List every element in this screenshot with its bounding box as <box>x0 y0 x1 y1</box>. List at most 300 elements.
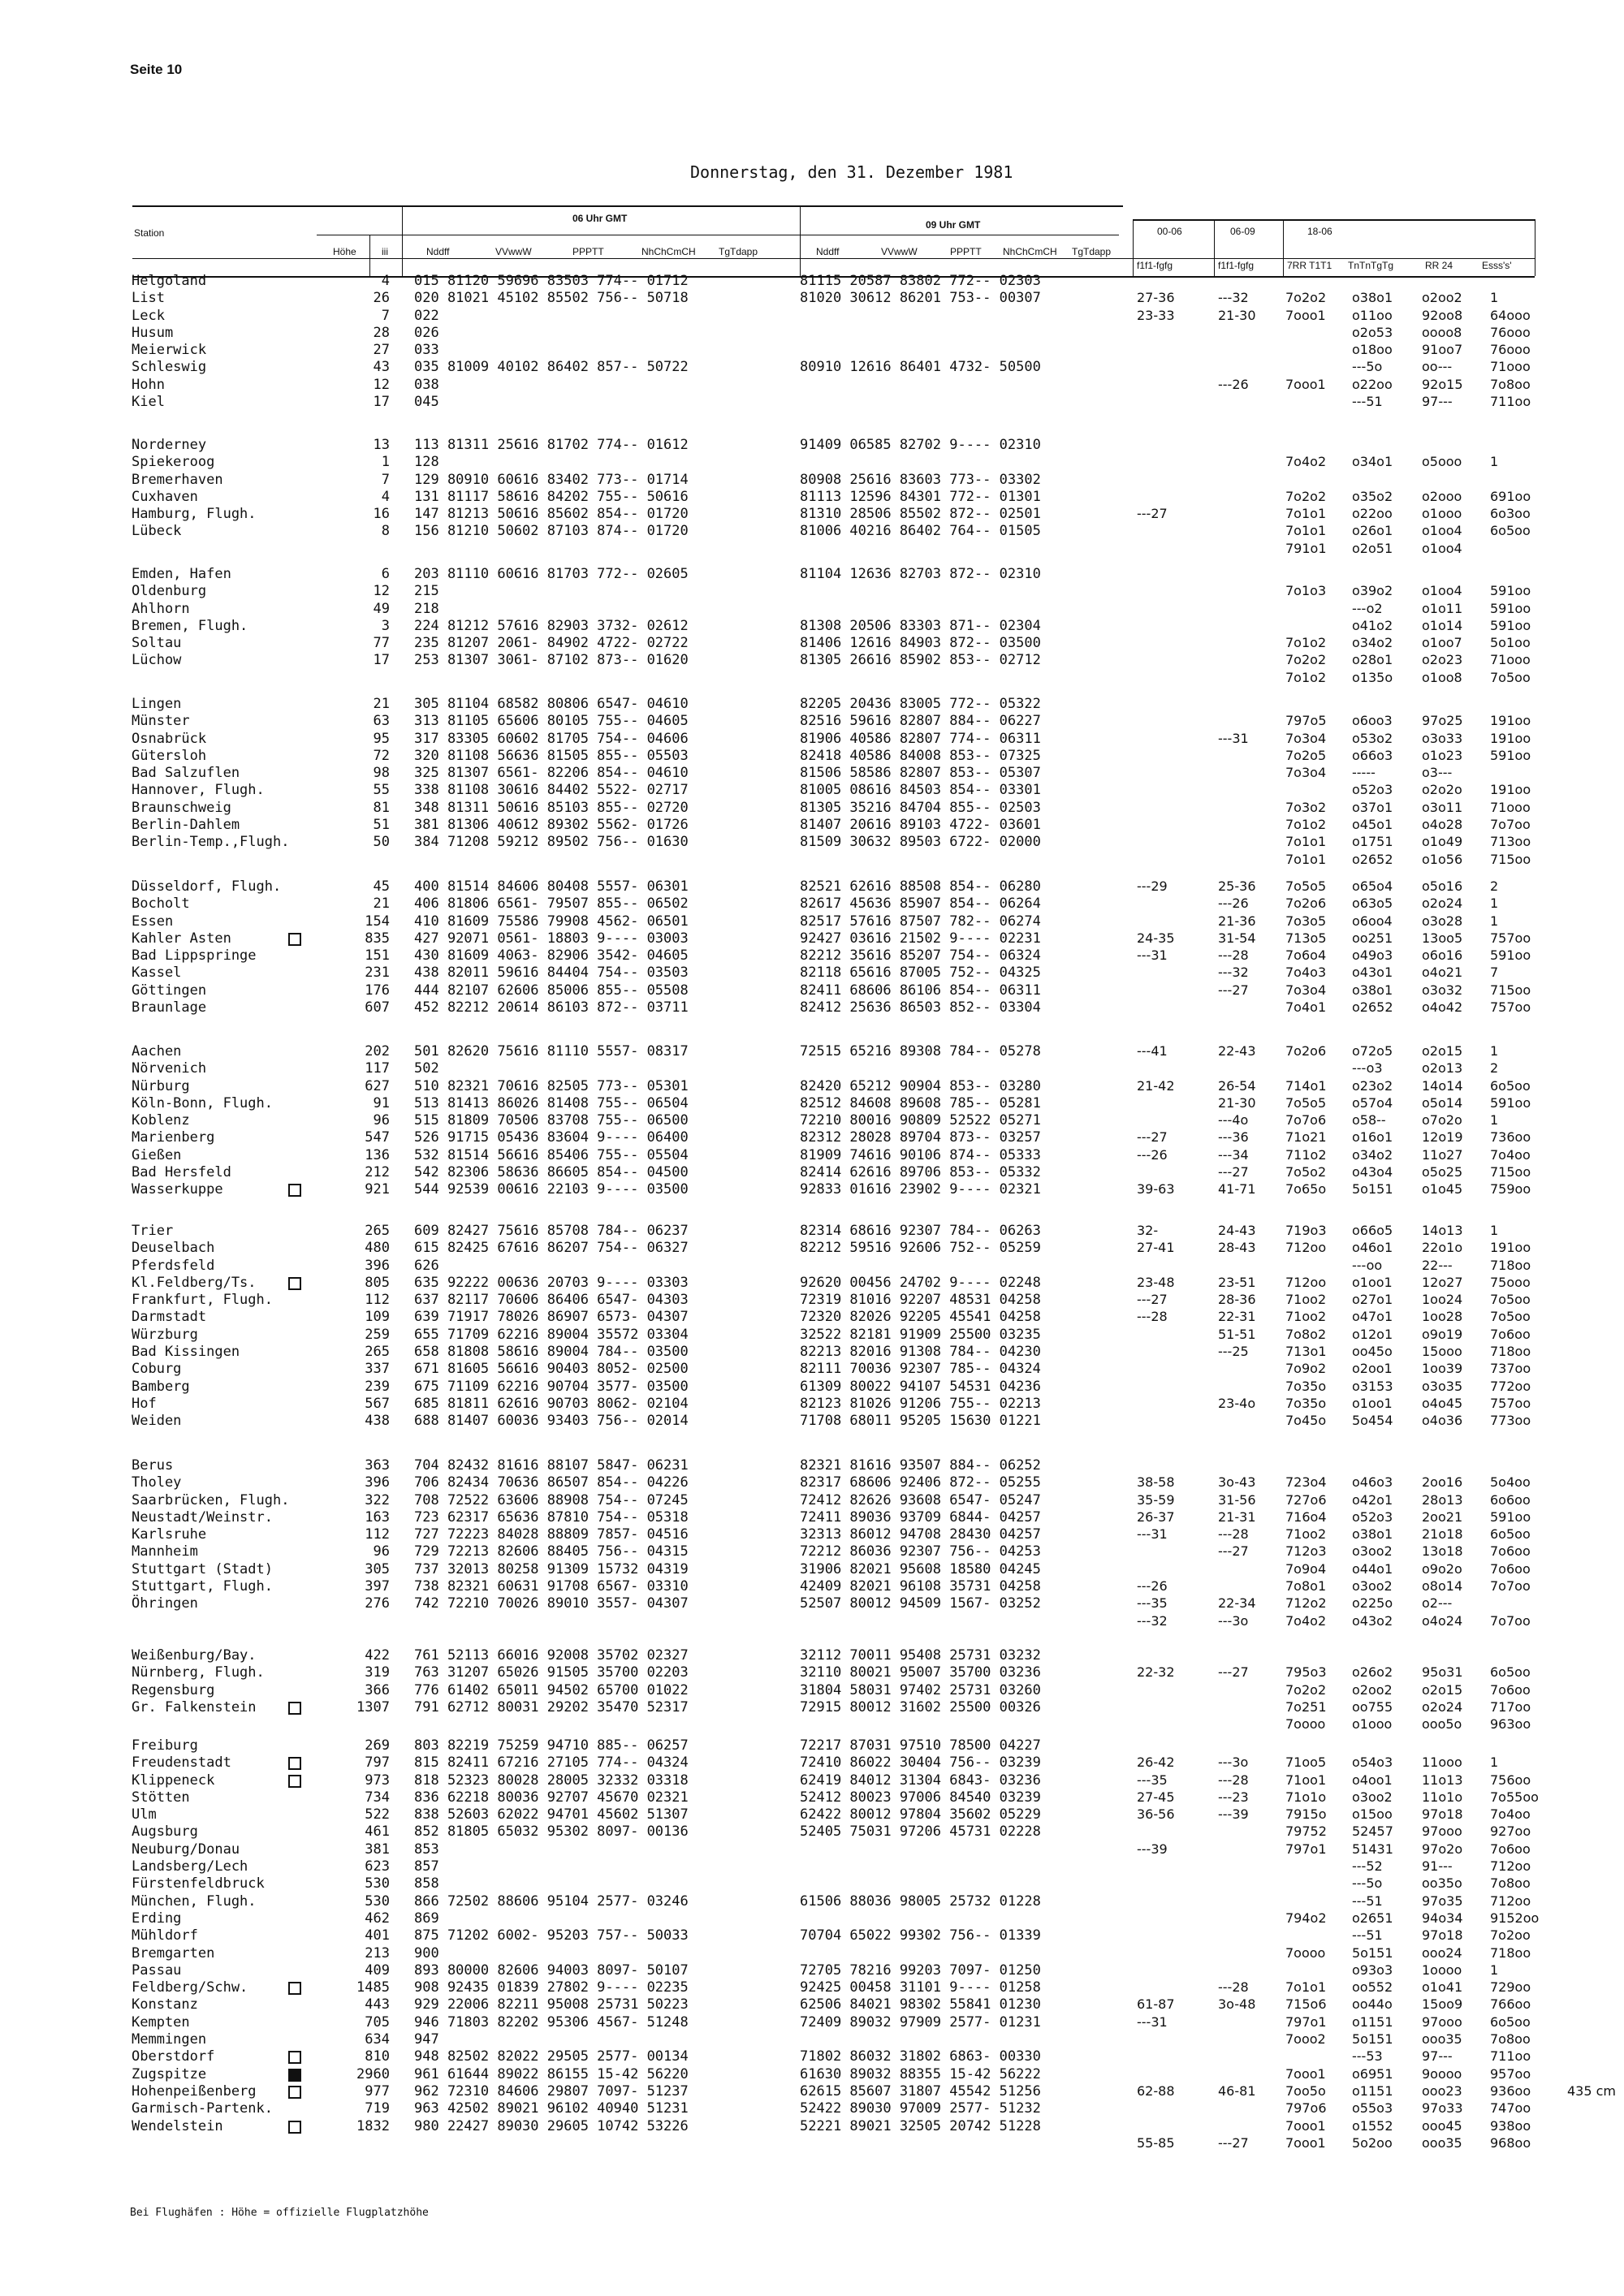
table-row <box>0 394 1624 411</box>
station-name: Passau <box>132 1962 182 1979</box>
obs-06-gmt: 818 52323 80028 28005 32332 03318 <box>414 1772 689 1789</box>
obs-06-gmt: 515 81809 70506 83708 755-- 06500 <box>414 1112 689 1129</box>
group-18-06: 7o35o <box>1285 1395 1327 1411</box>
station-name: Memmingen <box>132 2031 207 2048</box>
wind-06-09: ---27 <box>1218 1543 1249 1560</box>
station-name: Spiekeroog <box>132 454 215 471</box>
table-row <box>0 1223 1624 1240</box>
snow-group: 715oo <box>1490 1164 1531 1180</box>
temp-group: o3oo2 <box>1352 1789 1393 1805</box>
station-group <box>0 1457 1624 1630</box>
temp-group: ---51 <box>1352 1892 1383 1909</box>
obs-06-gmt: 325 81307 6561- 82206 854-- 04610 <box>414 765 689 782</box>
station-name: Bad Salzuflen <box>132 765 240 782</box>
station-altitude: 396 <box>365 1474 390 1491</box>
wind-06-09: ---27 <box>1218 1664 1249 1681</box>
wind-00-06: 24-35 <box>1137 930 1175 946</box>
mountain-station-marker <box>288 1184 301 1197</box>
snow-group: 6o5oo <box>1490 1664 1531 1681</box>
station-altitude: 43 <box>373 359 390 376</box>
temp-group: o57o4 <box>1352 1094 1393 1111</box>
station-altitude: 21 <box>373 696 390 712</box>
wind-00-06: 22-32 <box>1137 1664 1175 1681</box>
precip-24: o2o13 <box>1422 1060 1463 1077</box>
header-iii: iii <box>382 246 388 257</box>
obs-09-gmt: 81020 30612 86201 753-- 00307 <box>800 290 1041 307</box>
temp-group: o65o4 <box>1352 878 1393 894</box>
group-18-06: 7o1o3 <box>1285 583 1327 599</box>
station-altitude: 1485 <box>356 1979 390 1996</box>
temp-group: o52o3 <box>1352 782 1393 798</box>
mountain-station-marker <box>288 2086 301 2099</box>
temp-group: 52457 <box>1352 1823 1393 1840</box>
table-row <box>0 437 1624 454</box>
wind-06-09: 21-30 <box>1218 1094 1256 1111</box>
temp-group: o39o2 <box>1352 583 1393 599</box>
obs-09-gmt: 80908 25616 83603 773-- 03302 <box>800 471 1041 488</box>
wind-00-06: 36-56 <box>1137 1806 1175 1823</box>
obs-06-gmt: 113 81311 25616 81702 774-- 01612 <box>414 437 689 453</box>
obs-06-gmt: 305 81104 68582 80806 6547- 04610 <box>414 696 689 712</box>
group-18-06: 7ooo1 <box>1285 2117 1326 2134</box>
station-name: Frankfurt, Flugh. <box>132 1292 273 1309</box>
station-name: Gütersloh <box>132 747 207 764</box>
station-altitude: 212 <box>365 1164 390 1181</box>
obs-06-gmt: 317 83305 60602 81705 754-- 04606 <box>414 730 689 747</box>
table-row <box>0 1647 1624 1664</box>
temp-group: o66o3 <box>1352 747 1393 763</box>
obs-06-gmt: 224 81212 57616 82903 3732- 02612 <box>414 617 689 634</box>
wind-00-06: ---27 <box>1137 1129 1168 1146</box>
table-row <box>0 1945 1624 1962</box>
wind-00-06: ---27 <box>1137 506 1168 522</box>
precip-24: o9o2o <box>1422 1560 1462 1577</box>
temp-group: ---o2 <box>1352 600 1383 616</box>
station-altitude: 607 <box>365 999 390 1016</box>
table-row <box>0 1095 1624 1112</box>
wind-06-09: 28-36 <box>1218 1292 1256 1308</box>
group-18-06: 7ooo1 <box>1285 307 1326 323</box>
snow-group: 5o1oo <box>1490 635 1531 651</box>
station-altitude: 81 <box>373 799 390 816</box>
obs-06-gmt: 348 81311 50616 85103 855-- 02720 <box>414 799 689 816</box>
station-altitude: 1 <box>381 454 390 471</box>
snow-group: 71ooo <box>1490 799 1531 815</box>
obs-09-gmt: 82111 70036 92307 785-- 04324 <box>800 1361 1041 1378</box>
obs-06-gmt: 708 72522 63606 88908 754-- 07245 <box>414 1491 689 1508</box>
wind-06-09: ---4o <box>1218 1112 1249 1129</box>
group-18-06: 713o1 <box>1285 1344 1327 1360</box>
station-altitude: 337 <box>365 1361 390 1378</box>
table-row <box>0 1413 1624 1430</box>
temp-group: o26o2 <box>1352 1664 1393 1681</box>
temp-group: o11oo <box>1352 307 1393 323</box>
snow-group: 757oo <box>1490 930 1531 946</box>
station-altitude: 112 <box>365 1526 390 1543</box>
precip-24: o2oo2 <box>1422 290 1462 306</box>
table-row <box>0 982 1624 999</box>
snow-group: 591oo <box>1490 583 1531 599</box>
snow-group: 76ooo <box>1490 324 1531 340</box>
station-name: Mannheim <box>132 1543 198 1560</box>
station-name: Hamburg, Flugh. <box>132 506 257 523</box>
group-18-06: 7o2o2 <box>1285 1681 1327 1698</box>
snow-group: 71ooo <box>1490 652 1531 668</box>
temp-group: o12o1 <box>1352 1326 1393 1342</box>
obs-06-gmt: 438 82011 59616 84404 754-- 03503 <box>414 965 689 982</box>
temp-group: o2oo2 <box>1352 1681 1393 1698</box>
station-altitude: 259 <box>365 1326 390 1343</box>
table-row <box>0 2048 1624 2065</box>
temp-group: o63o5 <box>1352 896 1393 912</box>
station-name: Feldberg/Schw. <box>132 1979 248 1996</box>
group-18-06: 7o9o2 <box>1285 1361 1327 1377</box>
obs-06-gmt: 444 82107 62606 85006 855-- 05508 <box>414 982 689 999</box>
station-altitude: 409 <box>365 1962 390 1979</box>
wind-00-06: 23-33 <box>1137 307 1175 323</box>
obs-09-gmt: 81509 30632 89503 6722- 02000 <box>800 834 1041 851</box>
obs-06-gmt: 675 71109 62216 90704 3577- 03500 <box>414 1378 689 1395</box>
precip-24: o5ooo <box>1422 454 1462 470</box>
obs-06-gmt: 626 <box>414 1257 439 1274</box>
table-row <box>0 566 1624 583</box>
temp-group: o46o3 <box>1352 1474 1393 1491</box>
station-altitude: 17 <box>373 394 390 411</box>
wind-06-09: ---26 <box>1218 376 1249 392</box>
wind-06-09: ---39 <box>1218 1806 1249 1823</box>
obs-06-gmt: 723 62317 65636 87810 754-- 05318 <box>414 1508 689 1526</box>
wind-00-06: ---26 <box>1137 1578 1168 1595</box>
group-18-06: 7o2o2 <box>1285 652 1327 668</box>
wind-06-09: 23-4o <box>1218 1395 1256 1411</box>
station-name: Osnabrück <box>132 730 207 747</box>
precip-24: 2oo21 <box>1422 1508 1463 1525</box>
snow-group: 7o8oo <box>1490 1875 1531 1892</box>
station-name: Hannover, Flugh. <box>132 782 265 799</box>
precip-24: o1o56 <box>1422 851 1463 867</box>
table-row <box>0 2066 1624 2083</box>
obs-09-gmt: 82418 40586 84008 853-- 07325 <box>800 747 1041 764</box>
group-18-06: 7o3o5 <box>1285 913 1327 929</box>
header-station: Station <box>134 227 165 239</box>
obs-06-gmt: 400 81514 84606 80408 5557- 06301 <box>414 878 689 895</box>
station-name: Lübeck <box>132 523 182 540</box>
station-group <box>0 566 1624 687</box>
mountain-station-marker <box>288 1757 301 1770</box>
group-18-06: 7o8o2 <box>1285 1326 1327 1342</box>
mountain-station-marker <box>288 2121 301 2134</box>
temp-group: o1751 <box>1352 834 1393 850</box>
station-altitude: 16 <box>373 506 390 523</box>
station-name: Kiel <box>132 394 165 411</box>
obs-09-gmt: 81113 12596 84301 772-- 01301 <box>800 488 1041 505</box>
group-18-06: 713o5 <box>1285 930 1327 946</box>
wind-06-09: ---25 <box>1218 1344 1249 1360</box>
temp-group: o34o1 <box>1352 454 1393 470</box>
table-row <box>0 325 1624 342</box>
obs-09-gmt: 72319 81016 92207 48531 04258 <box>800 1292 1041 1309</box>
station-altitude: 396 <box>365 1257 390 1274</box>
obs-09-gmt: 80910 12616 86401 4732- 50500 <box>800 359 1041 376</box>
group-18-06: 7o1o1 <box>1285 1979 1327 1996</box>
station-altitude: 202 <box>365 1043 390 1060</box>
temp-group: o34o2 <box>1352 1146 1393 1163</box>
snow-group: 712oo <box>1490 1858 1531 1875</box>
temp-group: oo755 <box>1352 1698 1393 1715</box>
page-number: Seite 10 <box>130 62 183 77</box>
obs-09-gmt: 81310 28506 85502 872-- 02501 <box>800 506 1041 523</box>
precip-24: ooo35 <box>1422 2134 1462 2151</box>
station-name: Münster <box>132 713 190 730</box>
table-row <box>0 731 1624 748</box>
station-altitude: 1832 <box>356 2117 390 2134</box>
temp-group: o2652 <box>1352 999 1393 1016</box>
obs-09-gmt: 72515 65216 89308 784-- 05278 <box>800 1043 1041 1060</box>
station-name: Coburg <box>132 1361 182 1378</box>
station-name: Mühldorf <box>132 1927 198 1944</box>
temp-group: o43o2 <box>1352 1612 1393 1629</box>
snow-group: 747oo <box>1490 2100 1531 2117</box>
table-row <box>0 1893 1624 1910</box>
snow-group: 64ooo <box>1490 307 1531 323</box>
table-row <box>0 489 1624 506</box>
precip-24: o3o11 <box>1422 799 1463 815</box>
obs-09-gmt: 62419 84012 31304 6843- 03236 <box>800 1772 1041 1789</box>
precip-24: 13oo5 <box>1422 930 1463 946</box>
obs-06-gmt: 658 81808 58616 89004 784-- 03500 <box>414 1344 689 1361</box>
station-name: Wasserkuppe <box>132 1181 223 1198</box>
table-row <box>0 1578 1624 1595</box>
obs-09-gmt: 91409 06585 82702 9---- 02310 <box>800 437 1041 453</box>
header-hoehe: Höhe <box>333 246 356 257</box>
header-r-col6: Esss's' <box>1482 260 1512 271</box>
station-name: Berlin-Temp.,Flugh. <box>132 834 290 851</box>
header-06-col1: Nddff <box>426 246 450 257</box>
snow-group: 591oo <box>1490 947 1531 964</box>
temp-group: 5o2oo <box>1352 2134 1393 2151</box>
obs-09-gmt: 32313 86012 94708 28430 04257 <box>800 1526 1041 1543</box>
station-altitude: 522 <box>365 1806 390 1823</box>
obs-09-gmt: 82516 59616 82807 884-- 06227 <box>800 713 1041 730</box>
obs-06-gmt: 776 61402 65011 94502 65700 01022 <box>414 1681 689 1698</box>
table-row <box>0 696 1624 713</box>
obs-09-gmt: 82617 45636 85907 854-- 06264 <box>800 896 1041 913</box>
temp-group: o38o1 <box>1352 290 1393 306</box>
group-18-06: 7o4o3 <box>1285 965 1327 981</box>
obs-06-gmt: 815 82411 67216 27105 774-- 04324 <box>414 1754 689 1772</box>
group-18-06: 71oo2 <box>1285 1309 1327 1325</box>
group-18-06: 79752 <box>1285 1823 1327 1840</box>
temp-group: o35o2 <box>1352 488 1393 504</box>
table-row <box>0 1275 1624 1292</box>
table-row <box>0 1292 1624 1309</box>
precip-24: 92oo8 <box>1422 307 1463 323</box>
obs-09-gmt: 82312 28028 89704 873-- 03257 <box>800 1129 1041 1146</box>
precip-24: 11ooo <box>1422 1754 1462 1771</box>
table-row <box>0 1509 1624 1526</box>
obs-06-gmt: 858 <box>414 1875 439 1892</box>
mountain-station-marker <box>288 1982 301 1995</box>
wind-00-06: 35-59 <box>1137 1491 1175 1508</box>
wind-00-06: ---29 <box>1137 878 1168 894</box>
snow-group: 766oo <box>1490 1996 1531 2013</box>
obs-09-gmt: 61506 88036 98005 25732 01228 <box>800 1892 1041 1910</box>
station-name: Norderney <box>132 437 207 453</box>
precip-24: o5o14 <box>1422 1094 1463 1111</box>
obs-06-gmt: 838 52603 62022 94701 45602 51307 <box>414 1806 689 1823</box>
obs-06-gmt: 637 82117 70606 86406 6547- 04303 <box>414 1292 689 1309</box>
temp-group: o38o1 <box>1352 1526 1393 1543</box>
obs-09-gmt: 82213 82016 91308 784-- 04230 <box>800 1344 1041 1361</box>
temp-group: o225o <box>1352 1595 1393 1612</box>
table-row <box>0 1875 1624 1892</box>
precip-24: o2o24 <box>1422 896 1463 912</box>
snow-group: 71ooo <box>1490 359 1531 375</box>
snow-group: 772oo <box>1490 1378 1531 1394</box>
station-altitude: 305 <box>365 1560 390 1577</box>
precip-24: o1oo7 <box>1422 635 1462 651</box>
table-row <box>0 472 1624 489</box>
obs-06-gmt: 510 82321 70616 82505 773-- 05301 <box>414 1077 689 1094</box>
wind-00-06: 26-37 <box>1137 1508 1175 1525</box>
temp-group: o22oo <box>1352 506 1393 522</box>
obs-09-gmt: 81305 26616 85902 853-- 02712 <box>800 652 1041 669</box>
temp-group: ---51 <box>1352 394 1383 410</box>
station-name: Braunschweig <box>132 799 231 816</box>
station-name: Braunlage <box>132 999 207 1016</box>
snow-group: 7o7oo <box>1490 1612 1531 1629</box>
snow-group: 759oo <box>1490 1181 1531 1198</box>
obs-09-gmt: 62422 80012 97804 35602 05229 <box>800 1806 1041 1823</box>
station-name: Würzburg <box>132 1326 198 1343</box>
precip-24: o2o15 <box>1422 1043 1463 1059</box>
table-row <box>0 454 1624 471</box>
snow-group: 6o3oo <box>1490 506 1531 522</box>
obs-06-gmt: 253 81307 3061- 87102 873-- 01620 <box>414 652 689 669</box>
header-09-gmt: 09 Uhr GMT <box>926 219 981 231</box>
station-name: List <box>132 290 165 307</box>
station-name: Stuttgart (Stadt) <box>132 1560 273 1577</box>
obs-06-gmt: 381 81306 40612 89302 5562- 01726 <box>414 817 689 834</box>
precip-24: o3o33 <box>1422 730 1463 746</box>
station-altitude: 397 <box>365 1578 390 1595</box>
group-18-06: 7o45o <box>1285 1413 1327 1429</box>
table-row <box>0 817 1624 834</box>
table-row <box>0 1699 1624 1716</box>
snow-group: 7o6oo <box>1490 1841 1531 1857</box>
temp-group: o3oo2 <box>1352 1543 1393 1560</box>
snow-group: 1 <box>1490 913 1499 929</box>
temp-group: o1oo1 <box>1352 1395 1393 1411</box>
station-group <box>0 1223 1624 1431</box>
header-09-col5: TgTdapp <box>1072 246 1112 257</box>
station-altitude: 28 <box>373 324 390 341</box>
station-name: Weiden <box>132 1413 182 1430</box>
group-18-06: 71o1o <box>1285 1789 1327 1805</box>
obs-06-gmt: 513 81413 86026 81408 755-- 06504 <box>414 1094 689 1111</box>
table-row <box>0 965 1624 982</box>
group-18-06: 7o9o4 <box>1285 1560 1327 1577</box>
snow-group: 711oo <box>1490 2048 1531 2065</box>
precip-24: 97ooo <box>1422 1823 1462 1840</box>
station-name: Köln-Bonn, Flugh. <box>132 1094 273 1111</box>
precip-24: 12o19 <box>1422 1129 1463 1146</box>
precip-24: o2ooo <box>1422 488 1462 504</box>
station-altitude: 276 <box>365 1595 390 1612</box>
station-altitude: 17 <box>373 652 390 669</box>
group-18-06: 7ooo1 <box>1285 376 1326 392</box>
wind-06-09: 22-43 <box>1218 1043 1256 1059</box>
table-row <box>0 2083 1624 2100</box>
group-18-06: 7o1o1 <box>1285 506 1327 522</box>
table-row <box>0 1789 1624 1806</box>
precip-24: 11o1o <box>1422 1789 1463 1805</box>
snow-group: 9152oo <box>1490 1910 1540 1926</box>
station-altitude: 1307 <box>356 1698 390 1716</box>
obs-06-gmt: 203 81110 60616 81703 772-- 02605 <box>414 566 689 582</box>
snow-group: 718oo <box>1490 1257 1531 1273</box>
station-altitude: 136 <box>365 1146 390 1163</box>
group-18-06: 797o1 <box>1285 1841 1327 1857</box>
group-18-06: 797o5 <box>1285 713 1327 729</box>
table-row <box>0 748 1624 765</box>
station-name: Bamberg <box>132 1378 190 1395</box>
temp-group: o6oo4 <box>1352 913 1393 929</box>
precip-24: 1oooo <box>1422 1962 1462 1978</box>
precip-24: 22--- <box>1422 1257 1453 1273</box>
temp-group: ---53 <box>1352 2048 1383 2065</box>
obs-09-gmt: 52221 89021 32505 20742 51228 <box>800 2117 1041 2134</box>
temp-group: o28o1 <box>1352 652 1393 668</box>
mountain-station-marker <box>288 1277 301 1290</box>
snow-group: 591oo <box>1490 617 1531 633</box>
obs-06-gmt: 313 81105 65606 80105 755-- 04605 <box>414 713 689 730</box>
snow-group: 691oo <box>1490 488 1531 504</box>
obs-09-gmt: 72210 80016 90809 52522 05271 <box>800 1112 1041 1129</box>
station-name: Karlsruhe <box>132 1526 207 1543</box>
temp-group: o42o1 <box>1352 1491 1393 1508</box>
obs-06-gmt: 501 82620 75616 81110 5557- 08317 <box>414 1043 689 1060</box>
temp-group: o47o1 <box>1352 1309 1393 1325</box>
precip-24: o3--- <box>1422 765 1453 781</box>
station-name: Essen <box>132 913 174 930</box>
wind-00-06: 38-58 <box>1137 1474 1175 1491</box>
obs-06-gmt: 542 82306 58636 86605 854-- 04500 <box>414 1164 689 1181</box>
obs-09-gmt: 92833 01616 23902 9---- 02321 <box>800 1181 1041 1198</box>
station-altitude: 176 <box>365 982 390 999</box>
obs-09-gmt: 82517 57616 87507 782-- 06274 <box>800 913 1041 930</box>
obs-06-gmt: 803 82219 75259 94710 885-- 06257 <box>414 1737 689 1754</box>
obs-06-gmt: 218 <box>414 600 439 617</box>
obs-06-gmt: 900 <box>414 1944 439 1962</box>
precip-24: ooo23 <box>1422 2082 1462 2099</box>
table-row <box>0 618 1624 635</box>
station-altitude: 921 <box>365 1181 390 1198</box>
group-18-06: 7o4o2 <box>1285 1612 1327 1629</box>
table-row <box>0 359 1624 376</box>
obs-06-gmt: 866 72502 88606 95104 2577- 03246 <box>414 1892 689 1910</box>
obs-06-gmt: 128 <box>414 454 439 471</box>
obs-06-gmt: 452 82212 20614 86103 872-- 03711 <box>414 999 689 1016</box>
obs-06-gmt: 671 81605 56616 90403 8052- 02500 <box>414 1361 689 1378</box>
station-name: Helgoland <box>132 273 207 289</box>
station-name: Gießen <box>132 1146 182 1163</box>
station-name: Augsburg <box>132 1823 198 1841</box>
station-altitude: 45 <box>373 878 390 895</box>
station-name: Fürstenfeldbruck <box>132 1875 265 1892</box>
station-altitude: 55 <box>373 782 390 799</box>
wind-00-06: ---31 <box>1137 2013 1168 2030</box>
